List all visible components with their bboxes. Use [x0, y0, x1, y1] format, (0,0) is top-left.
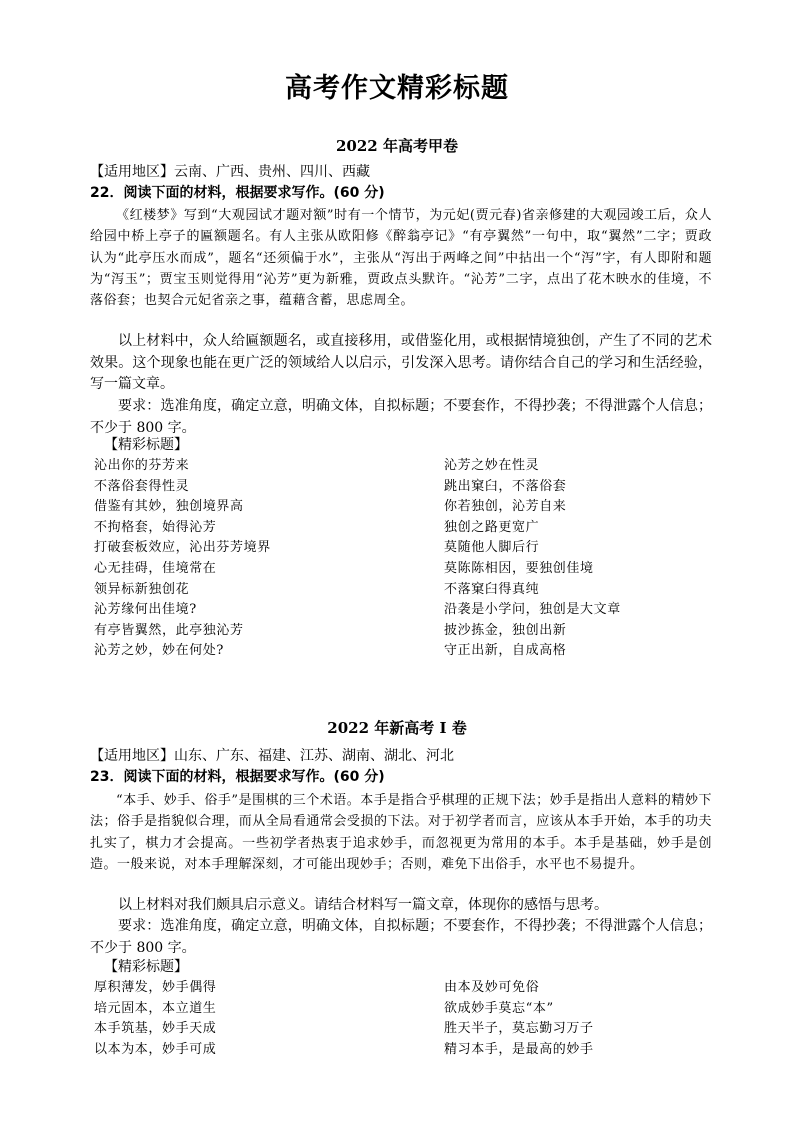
- titles-right-column: [444, 978, 594, 1060]
- titles-label: 【精彩标题】: [104, 437, 188, 453]
- title-item: 培元固本，本立道生: [94, 1000, 217, 1016]
- title-item: 胜天半子，莫忘勤习万子: [444, 1021, 594, 1037]
- material-paragraph: 《红楼梦》写到“大观园试才题对额”时有一个情节，为元妃(贾元春)省亲修建的大观园竣工后，众人给园中桥上亭子的匾额题名。有人主张从欧阳修《醉翁亭记》“有亭翼然”一句中，取“翼然”二字；贾政认为“此亭压水而成”，题名“还须偏于水”，主张从“泻出于两峰之间”中拈出一个“泻”字，有人即附和题为“泻玉”；贾宝玉则觉得用“沁芳”更为新雅，贾政点头默许。“沁芳”二字，点出了花木映水的佳境，不落俗套；也契合元妃省亲之事，蕴藉含蓄，思虑周全。: [90, 208, 712, 309]
- title-item: 精习本手，是最高的妙手: [444, 1041, 594, 1057]
- title-item: 莫陈陈相因，要独创佳境: [444, 560, 594, 576]
- title-item: 跳出窠臼，不落俗套: [444, 478, 567, 494]
- title-item: 不拘格套，始得沁芳: [94, 519, 217, 535]
- applicable-region: 【适用地区】云南、广西、贵州、四川、西藏: [90, 164, 370, 180]
- page-title: 高考作文精彩标题: [285, 73, 509, 104]
- title-item: 不落窠臼得真纯: [444, 581, 540, 597]
- title-item: 沁出你的芬芳来: [94, 458, 190, 473]
- material-paragraph: “本手、妙手、俗手”是围棋的三个术语。本手是指合乎棋理的正规下法；妙手是指出人意料的精妙下法；俗手是指貌似合理，而从全局看通常会受损的下法。对于初学者而言，应该从本手开始，本手的功夫扎实了，棋力才会提高。一些初学者热衷于追求妙手，而忽视更为常用的本手。本手是基础，妙手是创造。一般来说，对本手理解深刻，才可能出现妙手；否则，难免下出俗手，水平也不易提升。: [90, 793, 712, 872]
- title-item: 领异标新独创花: [94, 581, 190, 597]
- requirement-paragraph: 要求：选准角度，确定立意，明确文体，自拟标题；不要套作，不得抄袭；不得泄露个人信息；不少于 800 字。: [90, 398, 712, 436]
- title-item: 由本及妙可免俗: [444, 980, 540, 995]
- title-item: 沁芳缘何出佳境?: [94, 602, 197, 618]
- titles-left-column: [94, 456, 271, 662]
- title-item: 有亭皆翼然，此亭独沁芳: [94, 622, 244, 638]
- question-line: 22．阅读下面的材料，根据要求写作。(60 分): [90, 185, 385, 201]
- titles-left-column: [94, 978, 216, 1060]
- title-item: 心无挂碍，佳境常在: [94, 560, 217, 576]
- title-item: 欲成妙手莫忘“本”: [444, 1000, 554, 1016]
- prompt-paragraph: 以上材料对我们颇具启示意义。请结合材料写一篇文章，体现你的感悟与思考。: [118, 897, 608, 913]
- titles-label: 【精彩标题】: [104, 959, 188, 975]
- title-item: 沁芳之妙在性灵: [444, 458, 540, 473]
- title-item: 守正出新，自成高格: [444, 643, 567, 659]
- title-item: 本手筑基，妙手天成: [94, 1021, 217, 1037]
- section-heading: 2022 年高考甲卷: [336, 137, 458, 155]
- title-item: 不落俗套得性灵: [94, 478, 190, 494]
- applicable-region: 【适用地区】山东、广东、福建、江苏、湖南、湖北、河北: [90, 748, 454, 764]
- section-heading: 2022 年新高考 I 卷: [327, 719, 467, 737]
- title-item: 沿袭是小学问，独创是大文章: [444, 602, 621, 618]
- requirement-paragraph: 要求：选准角度，确定立意，明确文体，自拟标题；不要套作，不得抄袭；不得泄露个人信息；不少于 800 字。: [90, 918, 712, 956]
- title-item: 独创之路更宽广: [444, 519, 540, 535]
- titles-right-column: [444, 456, 621, 662]
- title-item: 你若独创，沁芳自来: [444, 499, 567, 515]
- title-item: 莫随他人脚后行: [444, 540, 540, 556]
- question-line: 23．阅读下面的材料，根据要求写作。(60 分): [90, 769, 385, 785]
- title-item: 打破套板效应，沁出芬芳境界: [94, 540, 271, 556]
- prompt-paragraph: 以上材料中，众人给匾额题名，或直接移用，或借鉴化用，或根据情境独创，产生了不同的艺术效果。这个现象也能在更广泛的领域给人以启示，引发深入思考。请你结合自己的学习和生活经验，写一篇文章。: [90, 333, 712, 392]
- title-item: 沁芳之妙，妙在何处?: [94, 643, 224, 659]
- title-item: 厚积薄发，妙手偶得: [94, 980, 217, 995]
- title-item: 披沙拣金，独创出新: [444, 622, 567, 638]
- title-item: 借鉴有其妙，独创境界高: [94, 499, 244, 515]
- title-item: 以本为本，妙手可成: [94, 1041, 217, 1057]
